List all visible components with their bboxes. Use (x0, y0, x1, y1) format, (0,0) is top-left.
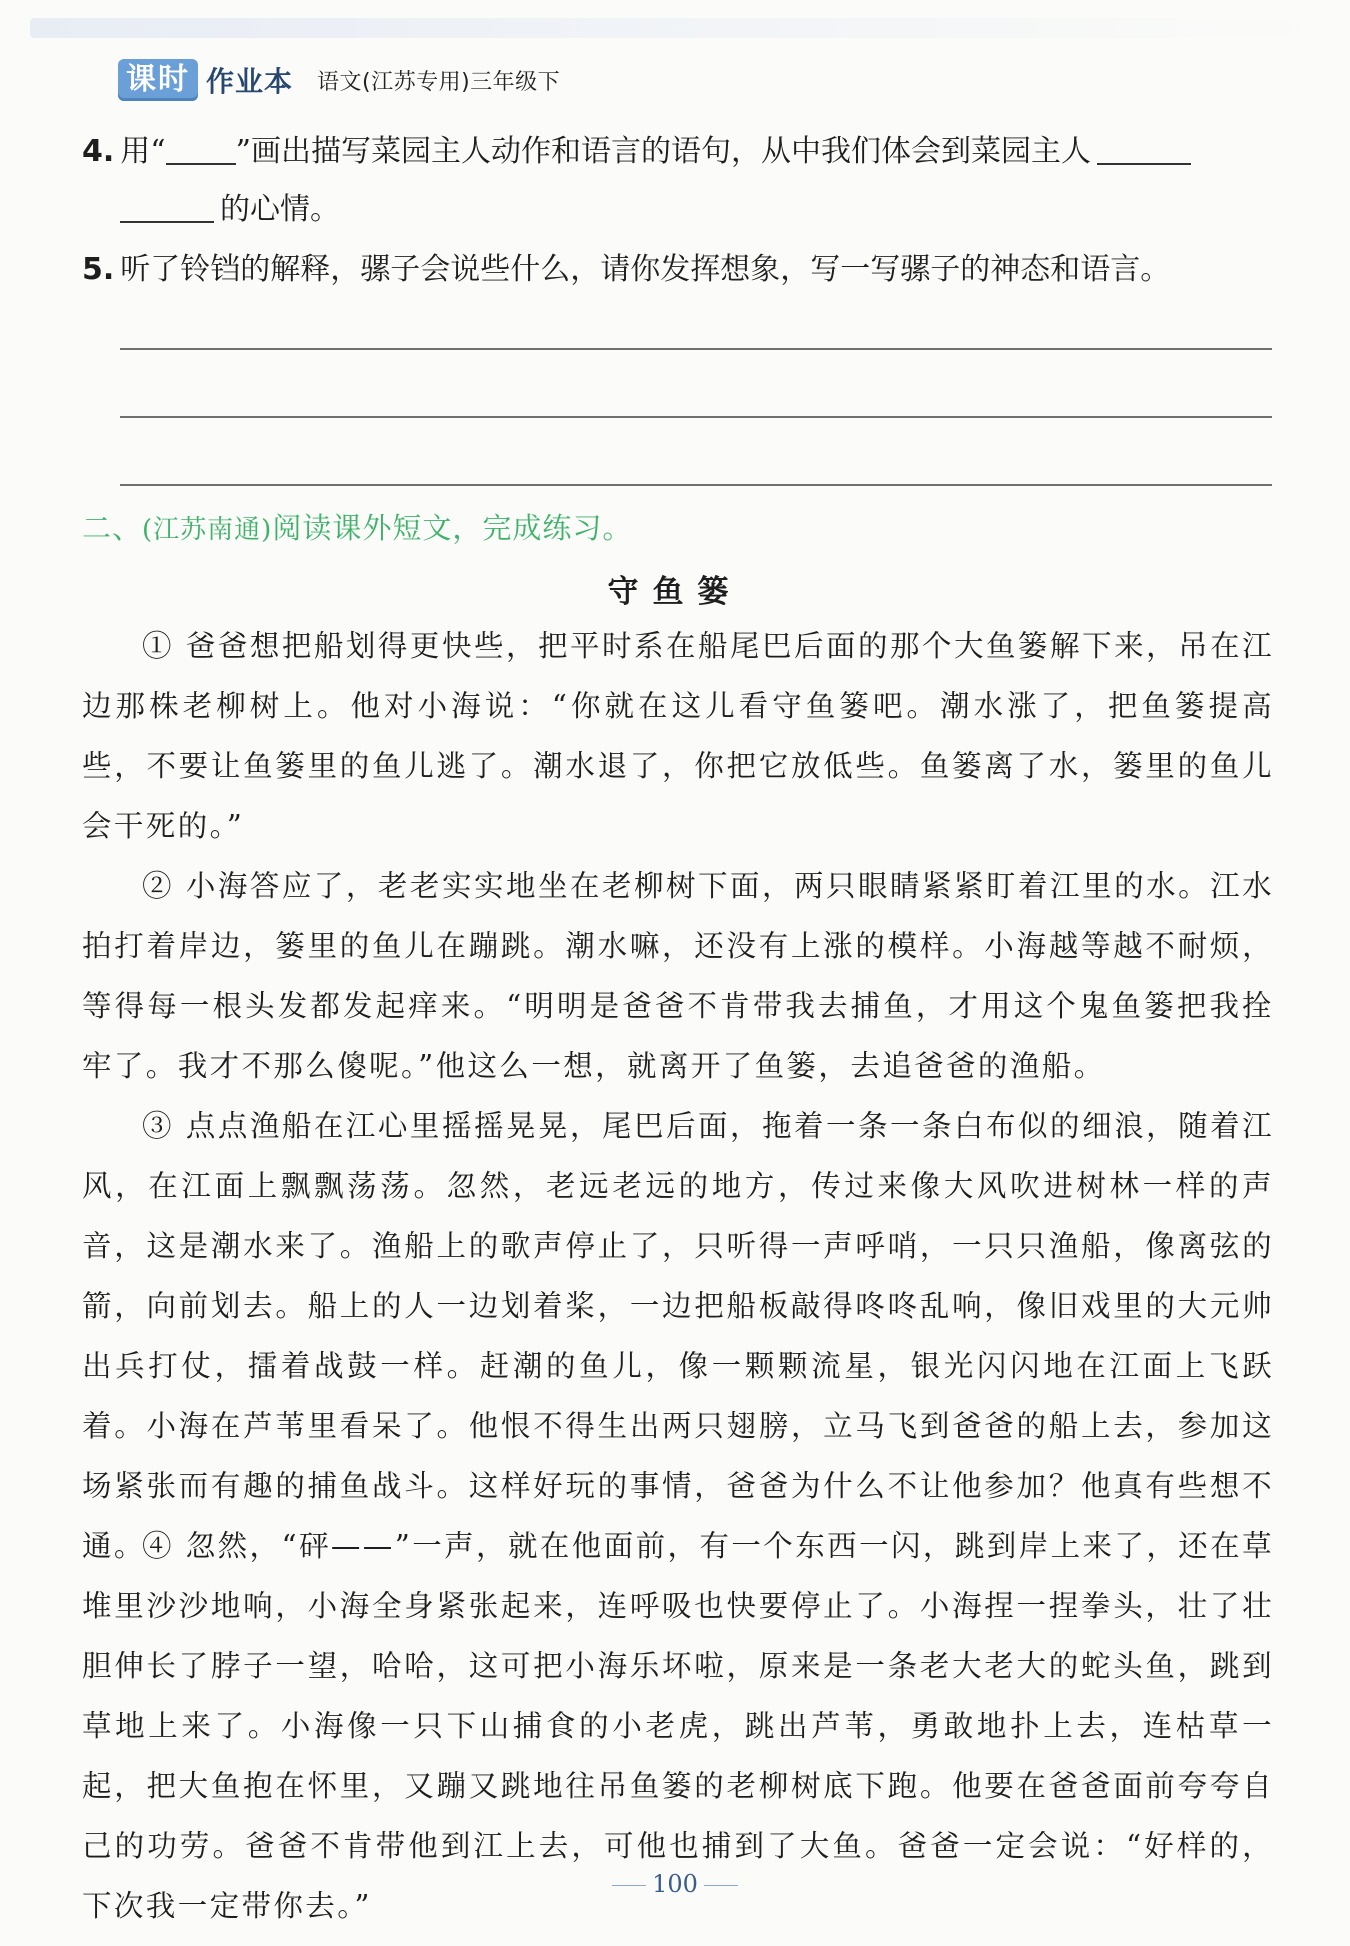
essay-paragraph-1: ① 爸爸想把船划得更快些，把平时系在船尾巴后面的那个大鱼篓解下来，吊在江边那株老柳树上。他对小海说：“你就在这儿看守鱼篓吧。潮水涨了，把鱼篓提高些，不要让鱼篓里的鱼儿逃了。潮水退了，你把它放低些。鱼篓离了水，篓里的鱼儿会干死的。” (82, 629, 1274, 843)
question-4 (82, 132, 1282, 172)
section-region-tag: (江苏南通) (142, 515, 273, 545)
question-5 (82, 250, 1170, 290)
section-heading (82, 506, 632, 547)
section-number: 二、 (82, 511, 143, 545)
answer-blank[interactable] (120, 191, 214, 223)
essay-paragraph-2: ② 小海答应了，老老实实地坐在老柳树下面，两只眼睛紧紧盯着江里的水。江水拍打着岸边，篓里的鱼儿在蹦跳。潮水嘛，还没有上涨的模样。小海越等越不耐烦，等得每一根头发都发起痒来。“明明是爸爸不肯带我去捕鱼，才用这个鬼鱼篓把我拴牢了。我才不那么傻呢。”他这么一想，就离开了鱼篓，去追爸爸的渔船。 (82, 869, 1274, 1083)
essay-paragraph-3: ③ 点点渔船在江心里摇摇晃晃，尾巴后面，拖着一条一条白布似的细浪，随着江风，在江面上飘飘荡荡。忽然，老远老远的地方，传过来像大风吹进树林一样的声音，这是潮水来了。渔船上的歌声停止了，只听得一声呼哨，一只只渔船，像离弦的箭，向前划去。船上的人一边划着桨，一边把船板敲得咚咚乱响，像旧戏里的大元帅出兵打仗，擂着战鼓一样。赶潮的鱼儿，像一颗颗流星，银光闪闪地在江面上飞跃着。小海在芦苇里看呆了。他恨不得生出两只翅膀，立马飞到爸爸的船上去，参加这场紧张而有趣的捕鱼战斗。这样好玩的事情，爸爸为什么不让他参加？他真有些想不通。 (82, 1109, 1274, 1563)
question-4-continued (120, 190, 340, 230)
footer-dash (612, 1885, 646, 1886)
book-subtitle: 语文(江苏专用)三年级下 (317, 69, 561, 95)
top-decorative-strip (30, 18, 1320, 38)
underline-sample (166, 133, 236, 165)
footer-dash (704, 1885, 738, 1886)
logo-badge: 课时 (118, 59, 198, 101)
logo-text: 作业本 (206, 65, 294, 98)
question-text: 听了铃铛的解释，骡子会说些什么，请你发挥想象，写一写骡子的神态和语言。 (120, 252, 1171, 287)
question-text: 用“ (120, 134, 166, 169)
essay-title: 守鱼篓 (607, 574, 743, 610)
answer-line[interactable] (120, 484, 1272, 486)
answer-line[interactable] (120, 348, 1272, 350)
question-number: 4. (82, 134, 115, 169)
page-footer (0, 1870, 1350, 1898)
question-text: 的心情。 (220, 192, 340, 227)
question-number: 5. (82, 252, 115, 287)
answer-blank[interactable] (1097, 133, 1191, 165)
question-text: ”画出描写菜园主人动作和语言的语句，从中我们体会到菜园主人 (235, 134, 1091, 169)
page-number: 100 (652, 1870, 698, 1898)
essay-paragraph-4: ④ 忽然，“砰——”一声，就在他面前，有一个东西一闪，跳到岸上来了，还在草堆里沙沙地响，小海全身紧张起来，连呼吸也快要停止了。小海捏一捏拳头，壮了壮胆伸长了脖子一望，哈哈，这可把小海乐坏啦，原来是一条老大老大的蛇头鱼，跳到草地上来了。小海像一只下山捕食的小老虎，跳出芦苇，勇敢地扑上去，连枯草一起，把大鱼抱在怀里，又蹦又跳地往吊鱼篓的老柳树底下跑。他要在爸爸面前夸夸自己的功劳。爸爸不肯带他到江上去，可他也捕到了大鱼。爸爸一定会说：“好样的，下次我一定带你去。” (82, 1529, 1274, 1923)
page-header (118, 58, 560, 102)
section-instruction: 阅读课外短文，完成练习。 (272, 511, 633, 545)
answer-line[interactable] (120, 416, 1272, 418)
